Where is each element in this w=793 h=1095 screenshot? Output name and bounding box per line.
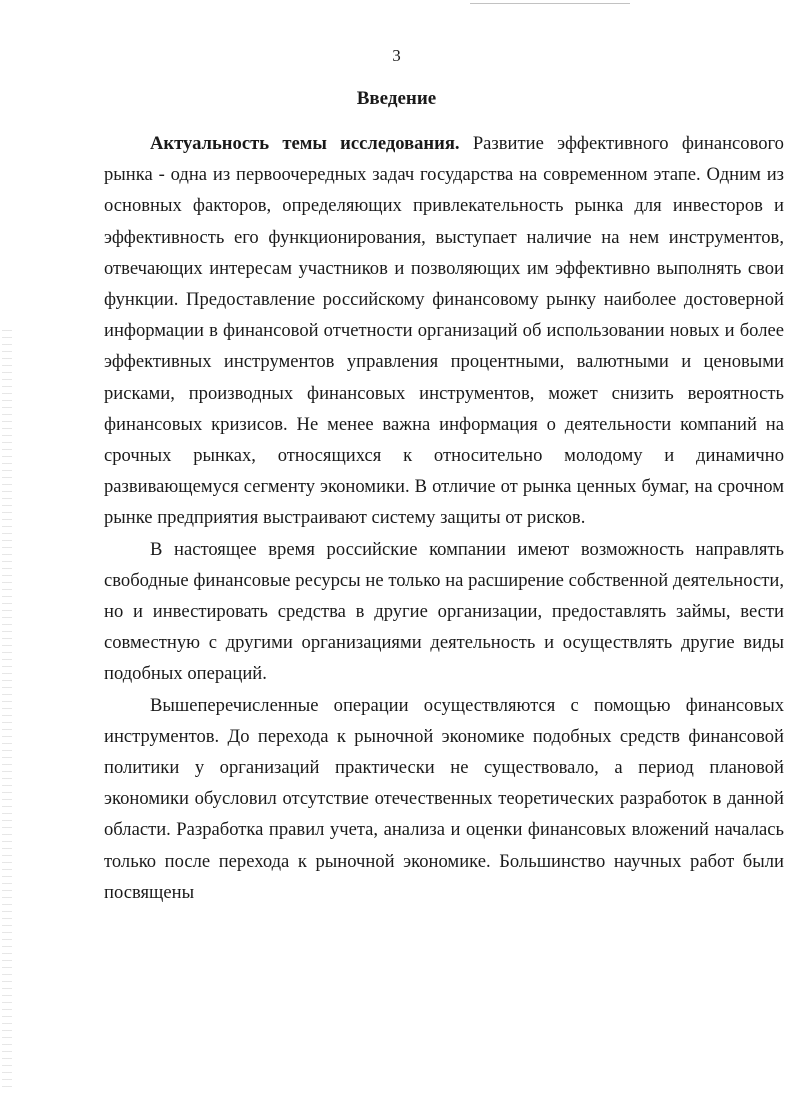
body-text: [104, 128, 784, 908]
section-heading: Введение: [356, 88, 437, 109]
paragraph-2: [104, 534, 784, 690]
paragraph-1-text: Развитие эффективного финансового рынка - одна из первоочередных задач государства на современном этапе. Одним из основных факторов, определяющих привлекательность рынка для инвесторов и эффективность его функционирования, выступает наличие на нем инструментов, отвечающих интересам участников и позволяющих им эффективно выполнять свои функции. Предоставление российскому финансовому рынку наиболее достоверной информации в финансовой отчетности организаций об использовании новых и более эффективных инструментов управления процентными, валютными и ценовыми рисками, производных финансовых инструментов, может снизить вероятность финансовых кризисов. Не менее важна информация о деятельности компаний на срочных рынках, относящихся к относительно молодому и динамично развивающемуся сегменту экономики. В отличие от рынка ценных бумаг, на срочном рынке предприятия выстраивают систему защиты от рисков.: [104, 133, 784, 529]
paragraph-1: [104, 128, 784, 534]
paragraph-1-lead: Актуальность темы исследования.: [150, 133, 460, 154]
paragraph-3: [104, 690, 784, 908]
paragraph-2-text: В настоящее время российские компании имеют возможность направлять свободные финансовые ресурсы не только на расширение собственной деятельности, но и инвестировать средства в другие организации, предоставлять займы, вести совместную с другими организациями деятельность и осуществлять другие виды подобных операций.: [104, 538, 784, 685]
scan-edge-artifact: [2, 330, 12, 1090]
paragraph-3-text: Вышеперечисленные операции осуществляются с помощью финансовых инструментов. До перехода к рыночной экономике подобных средств финансовой политики у организаций практически не существовало, а период плановой экономики обусловил отсутствие отечественных теоретических разработок в данной области. Разработка правил учета, анализа и оценки финансовых вложений началась только после перехода к рыночной экономике. Большинство научных работ были посвящены: [104, 694, 784, 903]
scan-artifact-line: [470, 3, 630, 4]
page-number: 3: [392, 46, 401, 65]
